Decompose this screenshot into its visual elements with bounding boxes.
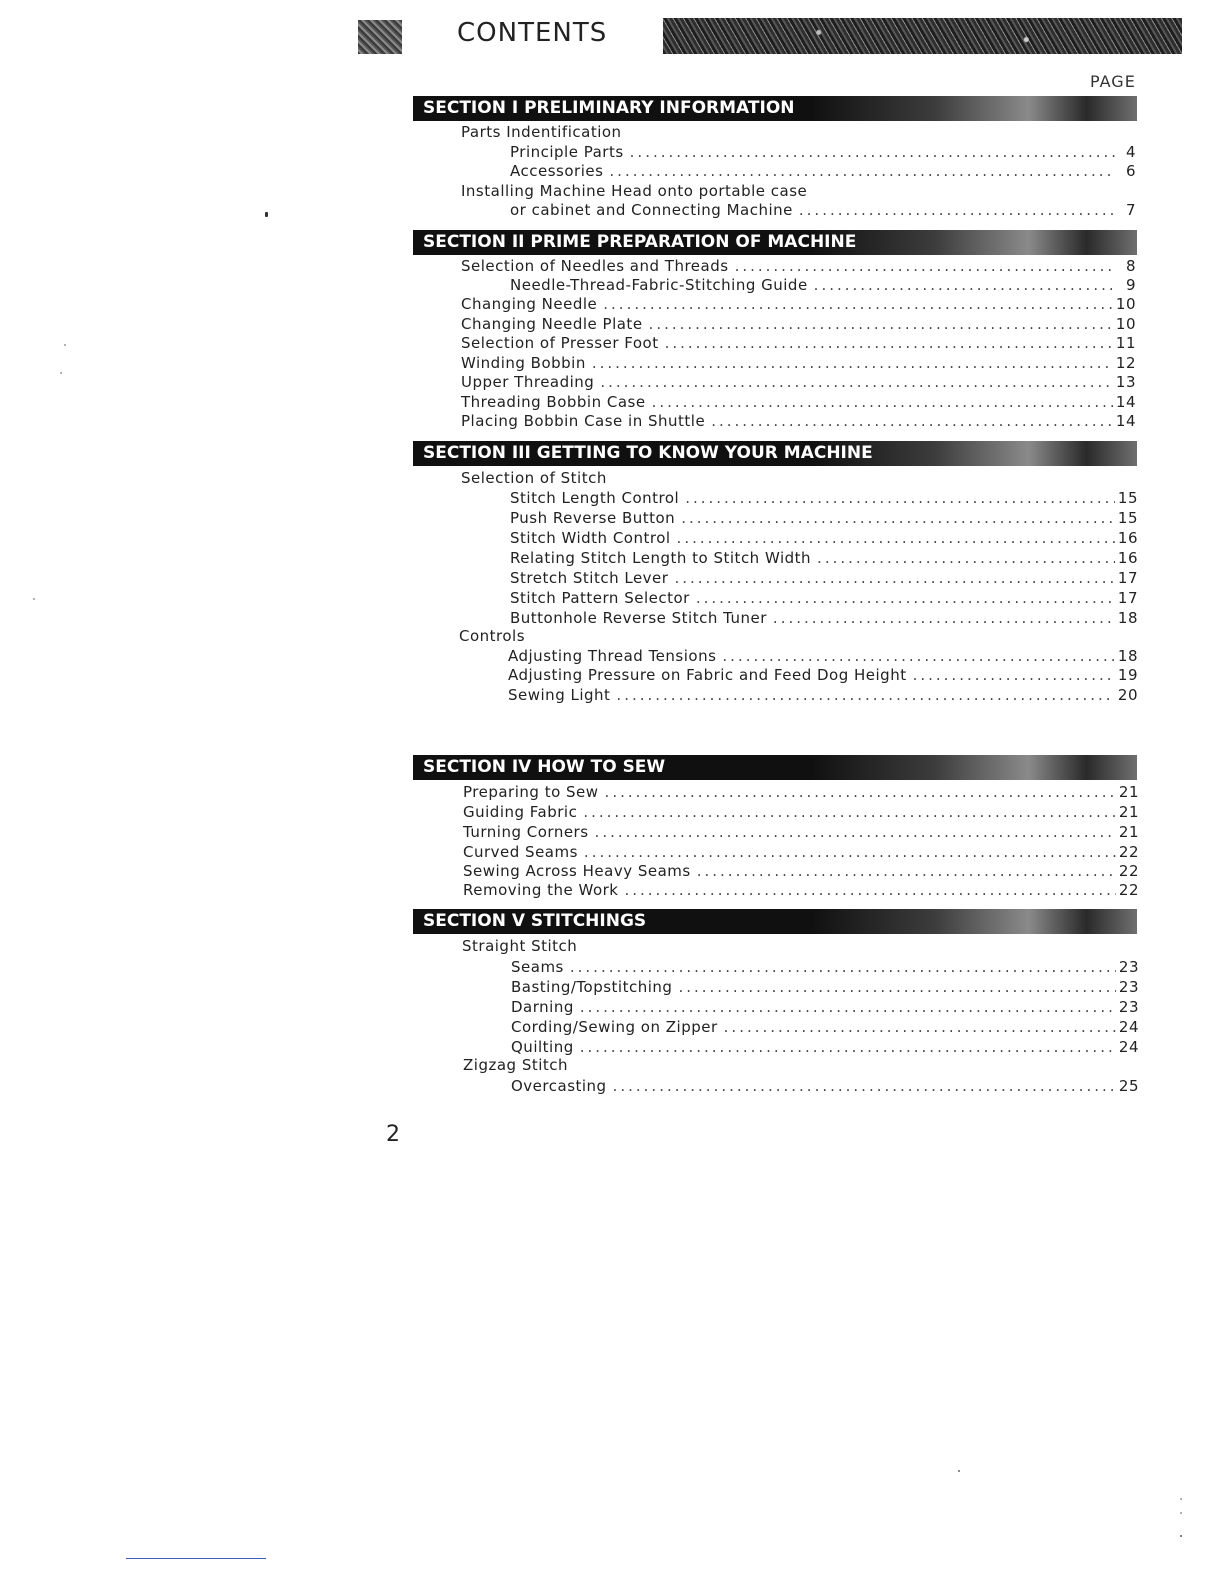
toc-label: Guiding Fabric <box>463 803 578 821</box>
toc-page: 11 <box>1115 334 1136 352</box>
toc-entry <box>510 142 1136 162</box>
toc-page: 17 <box>1117 589 1138 607</box>
toc-page: 24 <box>1118 1018 1139 1036</box>
scan-speck <box>33 598 35 600</box>
dot-leader <box>580 1037 1116 1057</box>
dot-leader <box>592 353 1113 373</box>
toc-page: 23 <box>1118 998 1139 1016</box>
toc-page: 14 <box>1115 393 1136 411</box>
scan-speck <box>958 1470 960 1472</box>
toc-page: 14 <box>1115 412 1136 430</box>
toc-entry <box>463 861 1139 881</box>
toc-page: 22 <box>1118 843 1139 861</box>
toc-page: 23 <box>1118 958 1139 976</box>
dot-leader <box>624 880 1115 900</box>
toc-label: Quilting <box>511 1038 574 1056</box>
toc-entry <box>510 588 1138 608</box>
page-column-label: PAGE <box>1090 72 1136 91</box>
section-heading-4: SECTION IV HOW TO SEW <box>413 755 1137 780</box>
dot-leader <box>652 392 1113 412</box>
scan-speck <box>64 344 66 346</box>
toc-entry <box>461 256 1136 276</box>
toc-entry <box>463 880 1139 900</box>
scan-speck <box>1180 1535 1182 1537</box>
toc-page: 12 <box>1115 354 1136 372</box>
dot-leader <box>665 333 1113 353</box>
toc-entry <box>510 161 1136 181</box>
dot-leader <box>630 142 1115 162</box>
dot-leader <box>913 665 1115 685</box>
toc-page: 19 <box>1117 666 1138 684</box>
dot-leader <box>773 608 1115 628</box>
dot-leader <box>711 411 1113 431</box>
toc-entry <box>461 333 1136 353</box>
scan-speck <box>60 372 62 374</box>
toc-page: 15 <box>1117 509 1138 527</box>
toc-label: Parts Indentification <box>461 123 622 141</box>
section-heading-5: SECTION V STITCHINGS <box>413 909 1137 934</box>
dot-leader <box>570 957 1116 977</box>
toc-label: Removing the Work <box>463 881 619 899</box>
dot-leader <box>735 256 1115 276</box>
toc-label: Controls <box>459 627 526 645</box>
toc-page: 18 <box>1117 609 1138 627</box>
toc-page: 23 <box>1118 978 1139 996</box>
toc-page: 6 <box>1125 162 1136 180</box>
toc-page: 4 <box>1125 143 1136 161</box>
toc-label: Preparing to Sew <box>463 783 599 801</box>
toc-page: 17 <box>1117 569 1138 587</box>
toc-entry <box>461 392 1136 412</box>
toc-entry <box>511 977 1139 997</box>
toc-label: Turning Corners <box>463 823 589 841</box>
toc-entry <box>463 822 1139 842</box>
toc-entry <box>511 1037 1139 1057</box>
dot-leader <box>584 842 1116 862</box>
toc-label: Cording/Sewing on Zipper <box>511 1018 718 1036</box>
toc-page: 7 <box>1125 201 1136 219</box>
toc-entry <box>510 275 1136 295</box>
toc-subheading <box>463 1055 568 1075</box>
toc-entry <box>461 353 1136 373</box>
toc-label: Straight Stitch <box>462 937 578 955</box>
toc-entry <box>461 314 1136 334</box>
dot-leader <box>696 588 1115 608</box>
header-decoration-band <box>663 18 1182 54</box>
dot-leader <box>605 782 1116 802</box>
toc-entry <box>510 488 1138 508</box>
toc-label: Curved Seams <box>463 843 578 861</box>
toc-page: 21 <box>1118 823 1139 841</box>
toc-entry <box>510 608 1138 628</box>
dot-leader <box>613 1076 1116 1096</box>
dot-leader <box>649 314 1113 334</box>
dot-leader <box>724 1017 1116 1037</box>
toc-entry <box>510 548 1138 568</box>
toc-page: 20 <box>1117 686 1138 704</box>
toc-label: Relating Stitch Length to Stitch Width <box>510 549 812 567</box>
dot-leader <box>600 372 1113 392</box>
toc-entry <box>461 294 1136 314</box>
toc-label: Sewing Across Heavy Seams <box>463 862 691 880</box>
toc-page: 9 <box>1125 276 1136 294</box>
dot-leader <box>616 685 1114 705</box>
toc-entry <box>510 568 1138 588</box>
dot-leader <box>583 802 1116 822</box>
toc-entry <box>511 957 1139 977</box>
toc-entry <box>508 646 1138 666</box>
toc-subheading <box>461 122 622 142</box>
scan-speck <box>1180 1512 1182 1514</box>
toc-page: 15 <box>1117 489 1138 507</box>
toc-subheading <box>459 626 525 646</box>
toc-entry <box>510 508 1138 528</box>
dot-leader <box>697 861 1116 881</box>
toc-subheading <box>462 936 577 956</box>
page-number: 2 <box>386 1122 400 1147</box>
toc-label: Selection of Needles and Threads <box>461 257 729 275</box>
toc-label: Overcasting <box>511 1077 607 1095</box>
header-decoration-block <box>358 20 402 54</box>
toc-label: Placing Bobbin Case in Shuttle <box>461 412 706 430</box>
toc-label: Stitch Length Control <box>510 489 680 507</box>
toc-label: Installing Machine Head onto portable case <box>461 182 808 200</box>
toc-page: 24 <box>1118 1038 1139 1056</box>
toc-label: Stitch Width Control <box>510 529 671 547</box>
dot-leader <box>817 548 1115 568</box>
toc-label: Basting/Topstitching <box>511 978 673 996</box>
toc-page: 25 <box>1118 1077 1139 1095</box>
toc-entry <box>511 1017 1139 1037</box>
toc-label: Upper Threading <box>461 373 595 391</box>
toc-page: 16 <box>1117 529 1138 547</box>
dot-leader <box>603 294 1113 314</box>
toc-entry <box>511 1076 1139 1096</box>
toc-label: or cabinet and Connecting Machine <box>510 201 793 219</box>
toc-label: Seams <box>511 958 564 976</box>
dot-leader <box>814 275 1115 295</box>
toc-page: 8 <box>1125 257 1136 275</box>
toc-entry <box>463 782 1139 802</box>
toc-label: Changing Needle <box>461 295 598 313</box>
toc-entry <box>463 802 1139 822</box>
toc-label: Adjusting Thread Tensions <box>508 647 717 665</box>
toc-entry <box>510 200 1136 220</box>
dot-leader <box>595 822 1116 842</box>
dot-leader <box>677 528 1115 548</box>
toc-page: 21 <box>1118 803 1139 821</box>
toc-entry <box>463 842 1139 862</box>
toc-entry <box>461 372 1136 392</box>
toc-label: Push Reverse Button <box>510 509 676 527</box>
toc-label: Winding Bobbin <box>461 354 586 372</box>
dot-leader <box>722 646 1115 666</box>
toc-page: 10 <box>1115 295 1136 313</box>
toc-entry <box>510 528 1138 548</box>
toc-label: Stretch Stitch Lever <box>510 569 669 587</box>
toc-label: Buttonhole Reverse Stitch Tuner <box>510 609 767 627</box>
toc-label: Principle Parts <box>510 143 624 161</box>
dot-leader <box>799 200 1115 220</box>
toc-page: 16 <box>1117 549 1138 567</box>
section-heading-3: SECTION III GETTING TO KNOW YOUR MACHINE <box>413 441 1137 466</box>
toc-entry <box>508 685 1138 705</box>
toc-label: Selection of Stitch <box>461 469 607 487</box>
toc-label: Changing Needle Plate <box>461 315 643 333</box>
toc-page: 10 <box>1115 315 1136 333</box>
scan-speck <box>1180 1498 1182 1500</box>
toc-entry <box>461 411 1136 431</box>
toc-entry <box>511 997 1139 1017</box>
dot-leader <box>674 568 1114 588</box>
dot-leader <box>681 508 1115 528</box>
toc-page: 22 <box>1118 862 1139 880</box>
dot-leader <box>685 488 1115 508</box>
scan-speck <box>265 212 268 217</box>
toc-label: Darning <box>511 998 574 1016</box>
dot-leader <box>609 161 1115 181</box>
dot-leader <box>580 997 1116 1017</box>
toc-label: Needle-Thread-Fabric-Stitching Guide <box>510 276 808 294</box>
toc-label: Adjusting Pressure on Fabric and Feed Dog Height <box>508 666 907 684</box>
toc-page: 22 <box>1118 881 1139 899</box>
toc-entry <box>508 665 1138 685</box>
toc-subheading <box>461 181 807 201</box>
toc-label: Threading Bobbin Case <box>461 393 646 411</box>
toc-label: Stitch Pattern Selector <box>510 589 690 607</box>
toc-page: 21 <box>1118 783 1139 801</box>
page-title: CONTENTS <box>457 18 608 48</box>
dot-leader <box>678 977 1115 997</box>
toc-label: Accessories <box>510 162 604 180</box>
toc-label: Selection of Presser Foot <box>461 334 659 352</box>
toc-subheading <box>461 468 607 488</box>
toc-page: 13 <box>1115 373 1136 391</box>
toc-label: Sewing Light <box>508 686 611 704</box>
toc-page: 18 <box>1117 647 1138 665</box>
footer-rule <box>126 1558 266 1559</box>
section-heading-2: SECTION II PRIME PREPARATION OF MACHINE <box>413 230 1137 255</box>
toc-label: Zigzag Stitch <box>463 1056 569 1074</box>
section-heading-1: SECTION I PRELIMINARY INFORMATION <box>413 96 1137 121</box>
